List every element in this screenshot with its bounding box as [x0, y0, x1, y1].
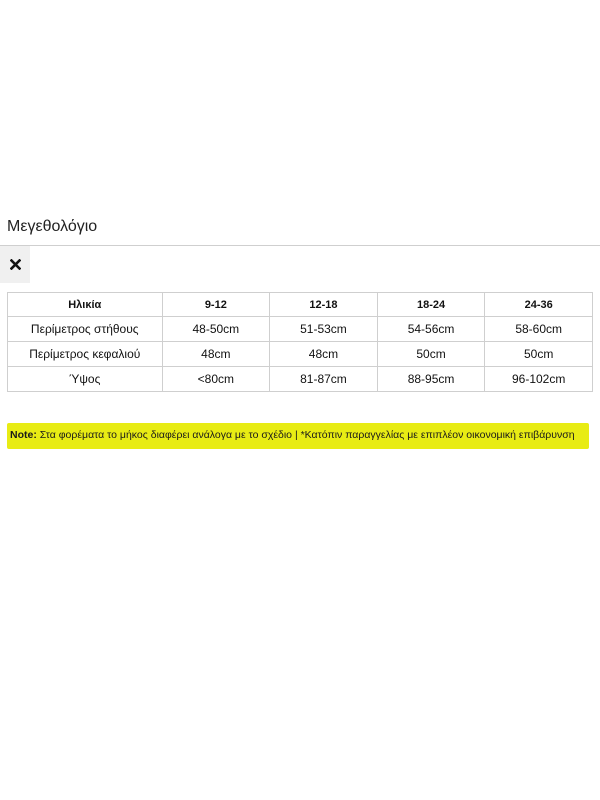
table-cell: 50cm	[377, 342, 485, 367]
header-age: Ηλικία	[8, 293, 163, 317]
table-cell: 50cm	[485, 342, 593, 367]
header-12-18: 12-18	[270, 293, 378, 317]
table-cell: 54-56cm	[377, 317, 485, 342]
table-cell: 48cm	[162, 342, 270, 367]
header-9-12: 9-12	[162, 293, 270, 317]
note-box	[7, 423, 589, 449]
table-row	[8, 317, 593, 342]
table-cell: 48-50cm	[162, 317, 270, 342]
table-cell: 81-87cm	[270, 367, 378, 392]
modal-header	[0, 212, 600, 246]
note-label: Note:	[10, 429, 37, 441]
row-label: Περίμετρος κεφαλιού	[8, 342, 163, 367]
table-row	[8, 367, 593, 392]
header-18-24: 18-24	[377, 293, 485, 317]
table-cell: 88-95cm	[377, 367, 485, 392]
modal-title: Μεγεθολόγιο	[7, 218, 98, 235]
close-button[interactable]	[0, 246, 30, 283]
note-text: Στα φορέματα το μήκος διαφέρει ανάλογα με το σχέδιο | *Κατόπιν παραγγελίας με επιπλέον οικονομική επιβάρυνση	[36, 429, 575, 441]
close-icon	[10, 259, 21, 270]
header-24-36: 24-36	[485, 293, 593, 317]
table-cell: 51-53cm	[270, 317, 378, 342]
row-label: Περίμετρος στήθους	[8, 317, 163, 342]
table-header-row	[8, 293, 593, 317]
size-table	[7, 292, 593, 392]
table-cell: 96-102cm	[485, 367, 593, 392]
table-cell: <80cm	[162, 367, 270, 392]
row-label: Ύψος	[8, 367, 163, 392]
table-cell: 58-60cm	[485, 317, 593, 342]
table-cell: 48cm	[270, 342, 378, 367]
table-row	[8, 342, 593, 367]
